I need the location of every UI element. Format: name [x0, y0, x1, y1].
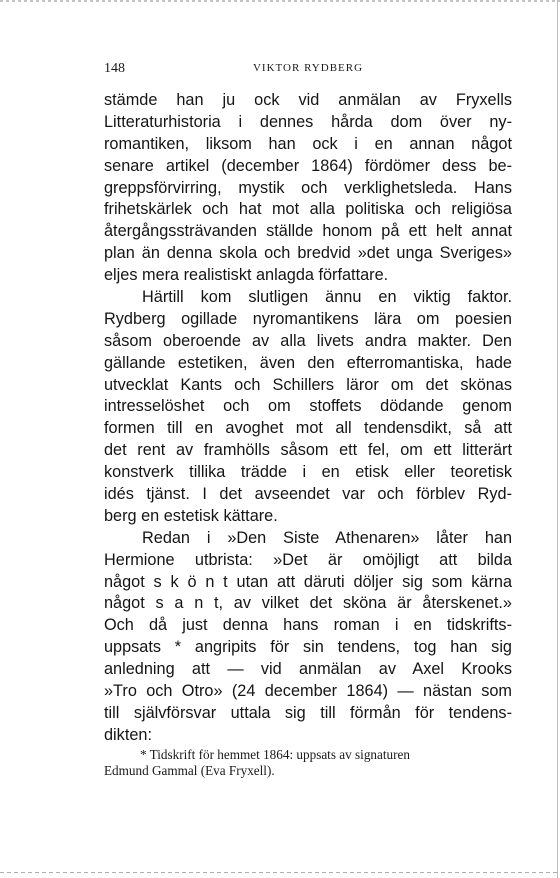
text-line: till självförsvar uttala sig till förmån för tendens- — [104, 703, 512, 722]
text-line: frihetskärlek och hat mot alla politiska och religiösa — [104, 200, 512, 219]
text-line: idés tjänst. I det avseendet var och förblev Ryd- — [104, 485, 512, 504]
text-line: utvecklat Kants och Schillers läror om det skönas — [104, 375, 512, 394]
page-number: 148 — [104, 61, 125, 76]
paragraph-last-line: berg en estetisk kättare. — [104, 506, 278, 525]
text-line: Hermione utbrista: »Det är omöjligt att bilda — [104, 550, 512, 569]
footnote — [104, 747, 512, 779]
footnote-line: * Tidskrift för hemmet 1864: uppsats av signaturen — [140, 747, 410, 762]
page-top-edge — [0, 0, 560, 2]
text-line: formen till en avoghet mot all tendensdikt, så att — [104, 419, 512, 438]
text-line: Litteraturhistoria i dennes hårda dom över ny- — [104, 112, 512, 131]
text-line: såsom oberoende av alla livets andra makter. Den — [104, 331, 512, 350]
paragraph-last-line: dikten: — [104, 725, 152, 744]
running-title: VIKTOR RYDBERG — [252, 62, 364, 74]
text-line: gällande estetiken, även den efterromantiska, hade — [104, 353, 512, 372]
text-line: Rydberg ogillade nyromantikens lära om poesien — [104, 309, 512, 328]
paragraph-last-line: eljes mera realistiskt anlagda författare. — [104, 266, 389, 285]
text-line: stämde han ju ock vid anmälan av Fryxells — [104, 91, 512, 109]
text-line: konstverk tillika trädde i en etisk eller teoretisk — [104, 463, 512, 482]
text-line: »Tro och Otro» (24 december 1864) — nästan som — [104, 682, 512, 701]
page-bottom-edge — [0, 872, 560, 873]
text-line: intresselöshet och om stoffets dödande genom — [104, 397, 512, 416]
page-right-edge — [557, 0, 558, 878]
text-line: romantiken, liksom han ock i en annan något — [104, 134, 512, 153]
text-line: något s k ö n t utan att däruti döljer sig som kärna — [104, 572, 512, 591]
body-text — [104, 90, 512, 747]
text-line: det rent av framhölls såsom ett fel, om ett litterärt — [104, 441, 512, 460]
text-line: Och då just denna hans roman i en tidskrifts- — [104, 616, 512, 635]
paragraph-first-line: Härtill kom slutligen ännu en viktig faktor. — [142, 288, 512, 307]
text-line: anledning att — vid anmälan av Axel Krooks — [104, 660, 512, 679]
text-line: greppsförvirring, mystik och verklighetsleda. Hans — [104, 178, 512, 197]
text-line: något s a n t, av vilket det sköna är återskenet.» — [104, 594, 512, 613]
text-line: senare artikel (december 1864) fördömer dess be- — [104, 156, 512, 175]
text-line: plan än denna skola och bredvid »det unga Sveriges» — [104, 244, 512, 263]
text-line: återgångssträvanden ställde honom på ett helt annat — [104, 222, 512, 241]
footnote-line: Edmund Gammal (Eva Fryxell). — [104, 763, 275, 778]
text-line: uppsats * angripits för sin tendens, tog han sig — [104, 638, 512, 657]
paragraph-first-line: Redan i »Den Siste Athenaren» låter han — [142, 528, 512, 547]
